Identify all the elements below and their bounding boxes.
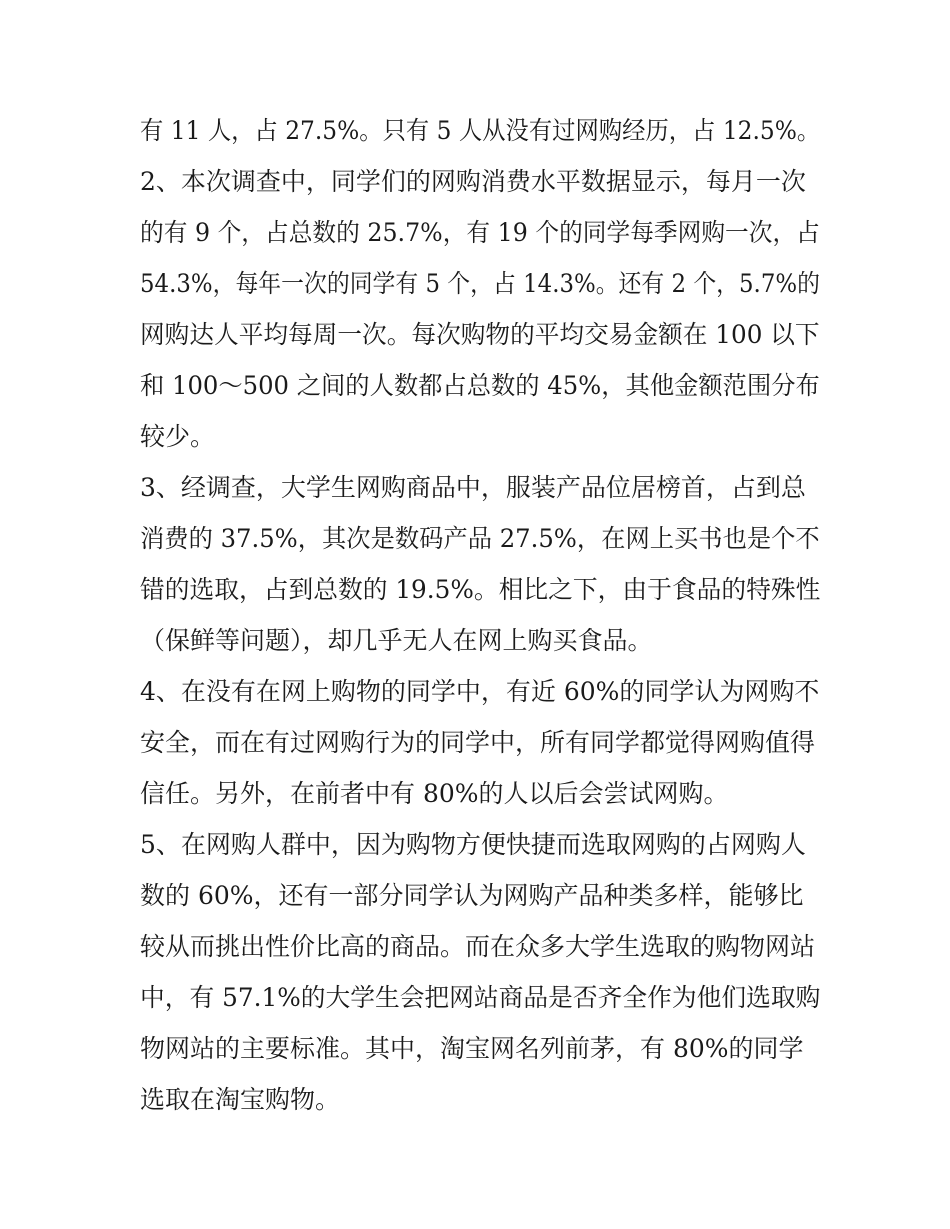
text-line xyxy=(140,309,820,360)
text-line xyxy=(140,819,820,870)
text-line-content: 54.3%，每年一次的同学有 5 个，占 14.3%。还有 2 个，5.7%的 xyxy=(140,269,820,298)
text-line xyxy=(140,870,820,921)
text-line xyxy=(140,1023,820,1074)
text-line xyxy=(140,360,820,411)
text-line-content: 网购达人平均每周一次。每次购物的平均交易金额在 100 以下 xyxy=(140,320,820,349)
text-line xyxy=(140,207,820,258)
text-line-content: 和 100～500 之间的人数都占总数的 45%，其他金额范围分布 xyxy=(140,371,820,400)
text-line xyxy=(140,513,820,564)
text-line xyxy=(140,564,820,615)
text-line xyxy=(140,666,820,717)
text-line xyxy=(140,717,820,768)
text-line-content: 5、在网购人群中，因为购物方便快捷而选取网购的占网购人 xyxy=(140,830,806,859)
text-line xyxy=(140,615,820,666)
text-line xyxy=(140,156,820,207)
text-line-content: 选取在淘宝购物。 xyxy=(140,1085,341,1114)
text-line-content: 信任。另外，在前者中有 80%的人以后会尝试网购。 xyxy=(140,779,729,808)
text-line-content: 消费的 37.5%，其次是数码产品 27.5%，在网上买书也是个不 xyxy=(140,524,820,553)
text-line-content: 物网站的主要标准。其中，淘宝网名列前茅，有 80%的同学 xyxy=(140,1034,804,1063)
text-line-content: 较少。 xyxy=(140,422,216,451)
text-line-content: 中，有 57.1%的大学生会把网站商品是否齐全作为他们选取购 xyxy=(140,983,820,1012)
text-line-content: 2、本次调查中，同学们的网购消费水平数据显示，每月一次 xyxy=(140,167,806,196)
text-line-content: 3、经调查，大学生网购商品中，服装产品位居榜首，占到总 xyxy=(140,473,806,502)
text-line-content: 4、在没有在网上购物的同学中，有近 60%的同学认为网购不 xyxy=(140,677,820,706)
text-line-content: 有 11 人，占 27.5%。只有 5 人从没有过网购经历，占 12.5%。 xyxy=(140,116,820,145)
document-body xyxy=(140,105,820,1125)
text-line xyxy=(140,258,820,309)
text-line xyxy=(140,462,820,513)
text-line-content: 数的 60%，还有一部分同学认为网购产品种类多样，能够比 xyxy=(140,881,804,910)
text-line xyxy=(140,768,820,819)
text-line-content: （保鲜等问题），却几乎无人在网上购买食品。 xyxy=(140,626,653,655)
text-line xyxy=(140,1074,820,1125)
text-line xyxy=(140,972,820,1023)
text-line-content: 的有 9 个，占总数的 25.7%，有 19 个的同学每季网购一次，占 xyxy=(140,218,820,247)
text-line-content: 安全，而在有过网购行为的同学中，所有同学都觉得网购值得 xyxy=(140,728,816,757)
text-line-content: 较从而挑出性价比高的商品。而在众多大学生选取的购物网站 xyxy=(140,932,816,961)
text-line-content: 错的选取，占到总数的 19.5%。相比之下，由于食品的特殊性 xyxy=(140,575,820,604)
text-line xyxy=(140,105,820,156)
text-line xyxy=(140,411,820,462)
text-line xyxy=(140,921,820,972)
